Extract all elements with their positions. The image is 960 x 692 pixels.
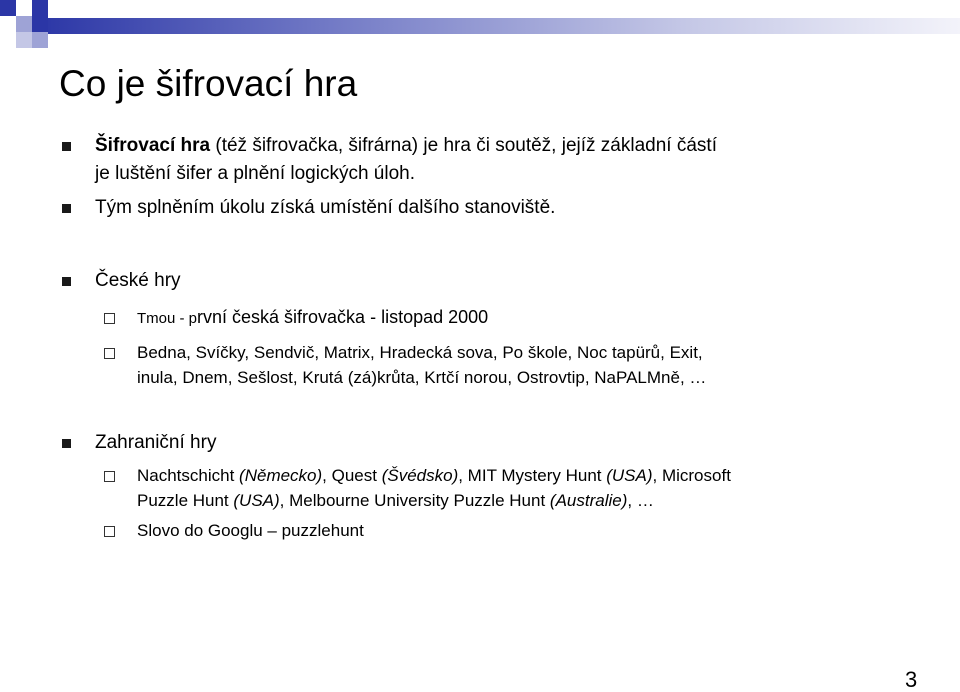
header-gradient-bar (36, 18, 960, 34)
page-number: 3 (905, 667, 918, 692)
header-square (0, 0, 16, 16)
text-part: , … (627, 491, 654, 510)
header-square (32, 0, 48, 16)
country-italic: (Švédsko) (381, 466, 459, 485)
bullet-text-rest: (též šifrovačka, šifrárna) je hra či soutěž, jejíž základní částí (210, 135, 717, 156)
hollow-square-bullet-icon (104, 313, 115, 324)
bullet-text: Zahraniční hry (95, 432, 217, 453)
bullet-text-continuation: je luštění šifer a plnění logických úloh. (95, 163, 416, 184)
square-bullet-icon (62, 204, 71, 213)
hollow-square-bullet-icon (104, 348, 115, 359)
text-part: Nachtschicht (137, 466, 240, 485)
sub-bullet-text: Slovo do Googlu – puzzlehunt (137, 521, 364, 540)
header-square (32, 16, 48, 32)
header-square (16, 32, 32, 48)
text-part: , MIT Mystery Hunt (458, 466, 607, 485)
hollow-square-bullet-icon (104, 526, 115, 537)
bullet-text: České hry (95, 270, 181, 291)
bullet-text: Tým splněním úkolu získá umístění dalšího stanoviště. (95, 197, 556, 218)
country-italic: (Německo) (239, 466, 323, 485)
text-part: , Microsoft (652, 466, 731, 485)
hollow-square-bullet-icon (104, 471, 115, 482)
square-bullet-icon (62, 142, 71, 151)
sub-bullet-text-continuation: inula, Dnem, Sešlost, Krutá (zá)krůta, Krtčí norou, Ostrovtip, NaPALMně, … (137, 368, 707, 387)
country-italic: (Australie) (549, 491, 628, 510)
header-square (32, 32, 48, 48)
bullet-text (95, 133, 717, 158)
sub-bullet-text-part: Tmou - p (137, 310, 198, 327)
sub-bullet-text-part: rvní česká šifrovačka - listopad 2000 (197, 307, 489, 327)
term-bold: Šifrovací hra (95, 135, 211, 156)
square-bullet-icon (62, 439, 71, 448)
country-italic: (USA) (606, 466, 653, 485)
sub-bullet-text (137, 463, 731, 488)
slide-title: Co je šifrovací hra (59, 63, 358, 104)
sub-bullet-text: Bedna, Svíčky, Sendvič, Matrix, Hradecká sova, Po škole, Noc tapürů, Exit, (137, 343, 703, 362)
square-bullet-icon (62, 277, 71, 286)
sub-bullet-text (137, 305, 488, 331)
text-part: , Quest (322, 466, 382, 485)
header-square (16, 16, 32, 32)
country-italic: (USA) (233, 491, 280, 510)
header-square (16, 0, 32, 16)
sub-bullet-text-continuation (137, 488, 654, 513)
header-square (0, 16, 16, 32)
text-part: Puzzle Hunt (137, 491, 234, 510)
text-part: , Melbourne University Puzzle Hunt (279, 491, 550, 510)
